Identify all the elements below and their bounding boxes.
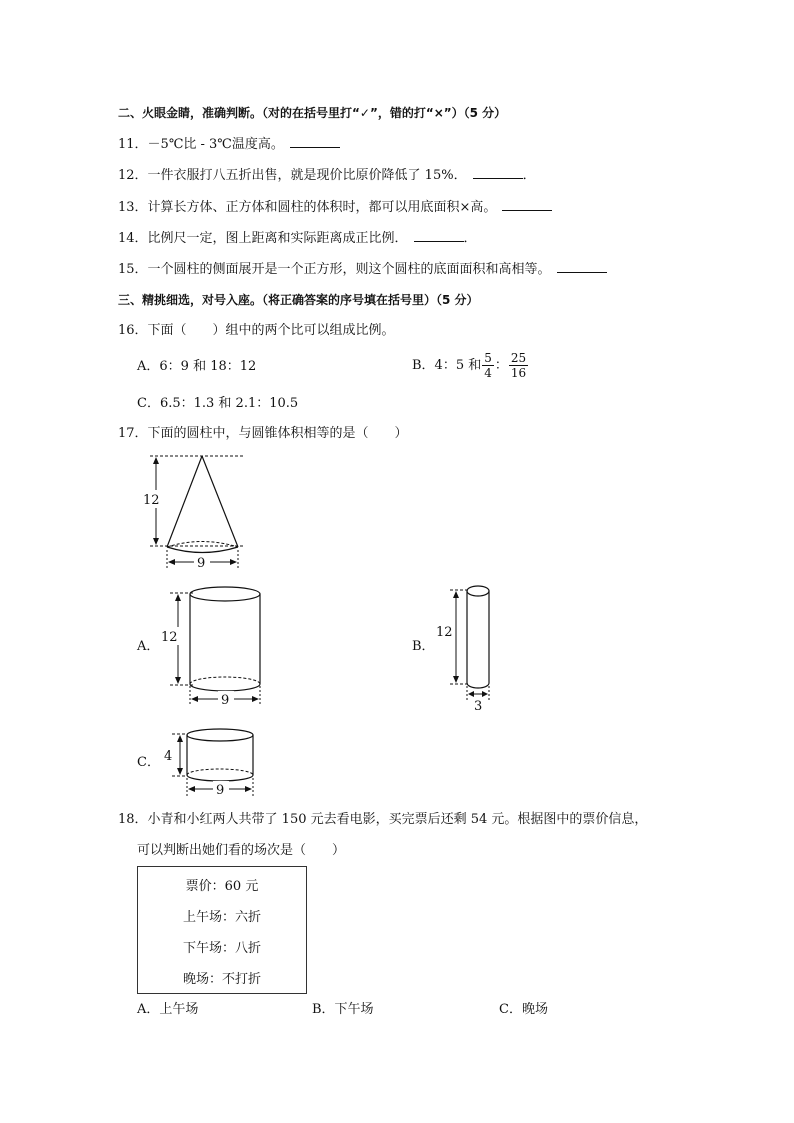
cylinder-c-height-label: 4 [164, 749, 173, 764]
question-16-option-c[interactable]: C．6.5：1.3 和 2.1：10.5 [137, 396, 299, 411]
morning-discount: 上午场：六折 [182, 910, 261, 925]
question-15 [118, 260, 607, 279]
answer-blank-12[interactable] [473, 166, 523, 179]
question-12-text: 12．一件衣服打八五折出售，就是现价比原价降低了 15%． [118, 168, 467, 183]
fraction-25-16: $\frac{25}{16}$ [510, 351, 527, 380]
question-16-option-b[interactable] [412, 350, 529, 382]
question-18-stem-line1: 18．小青和小红两人共带了 150 元去看电影，买完票后还剩 54 元。根据图中的票价信息， [118, 812, 648, 827]
question-18-option-b[interactable]: B．下午场 [312, 1002, 374, 1017]
question-17-option-b-label[interactable]: B． [412, 639, 435, 654]
question-17-option-c-label[interactable]: C． [137, 755, 160, 770]
question-18-option-a[interactable]: A．上午场 [137, 1002, 199, 1017]
cylinder-c-diameter-label: 9 [216, 783, 225, 798]
question-16-option-a[interactable]: A．6：9 和 18：12 [137, 359, 257, 374]
question-14 [118, 229, 477, 248]
cone-diameter-label: 9 [197, 556, 206, 571]
cone-height-label: 12 [143, 493, 160, 508]
answer-blank-14[interactable] [414, 229, 464, 242]
evening-discount: 晚场：不打折 [182, 972, 261, 987]
section3-heading: 三、精挑细选，对号入座。（将正确答案的序号填在括号里）（5 分） [118, 293, 479, 307]
ratio-separator: ： [494, 358, 508, 373]
question-17-option-a-label[interactable]: A． [137, 639, 160, 654]
option-b-prefix: B．4：5 和 [412, 358, 482, 373]
question-13-text: 13．计算长方体、正方体和圆柱的体积时，都可以用底面积×高。 [118, 200, 497, 215]
answer-blank-13[interactable] [502, 198, 552, 211]
answer-blank-15[interactable] [557, 260, 607, 273]
question-11 [118, 135, 340, 154]
cylinder-a-diagram[interactable] [158, 585, 268, 711]
question-16-stem: 16．下面（ ）组中的两个比可以组成比例。 [118, 323, 395, 338]
cylinder-b-height-label: 12 [436, 625, 453, 640]
cylinder-a-height-label: 12 [161, 630, 178, 645]
question-12-suffix: ． [522, 168, 536, 183]
ticket-price-box [137, 866, 307, 994]
question-14-text: 14．比例尺一定，图上距离和实际距离成正比例． [118, 231, 408, 246]
cylinder-c-diagram[interactable] [160, 726, 270, 798]
cylinder-b-diagram[interactable] [432, 580, 502, 712]
question-18-option-c[interactable]: C．晚场 [499, 1002, 548, 1017]
fraction-5-4: $\frac{5}{4}$ [484, 351, 492, 380]
question-18-stem-line2: 可以判断出她们看的场次是（ ） [137, 843, 346, 858]
question-14-suffix: ． [463, 231, 477, 246]
section2-heading: 二、火眼金睛，准确判断。（对的在括号里打“✓”，错的打“×”）（5 分） [118, 106, 507, 120]
cone-diagram [136, 450, 252, 572]
question-11-text: 11．－5℃比 - 3℃温度高。 [118, 137, 284, 152]
question-15-text: 15．一个圆柱的侧面展开是一个正方形，则这个圆柱的底面面积和高相等。 [118, 262, 551, 277]
cylinder-b-diameter-label: 3 [474, 699, 483, 712]
ticket-price: 票价：60 元 [185, 879, 259, 894]
question-12 [118, 166, 536, 185]
cylinder-a-diameter-label: 9 [221, 693, 230, 708]
answer-blank-11[interactable] [290, 135, 340, 148]
afternoon-discount: 下午场：八折 [182, 941, 261, 956]
question-13 [118, 198, 552, 217]
question-17-stem: 17．下面的圆柱中，与圆锥体积相等的是（ ） [118, 426, 408, 441]
